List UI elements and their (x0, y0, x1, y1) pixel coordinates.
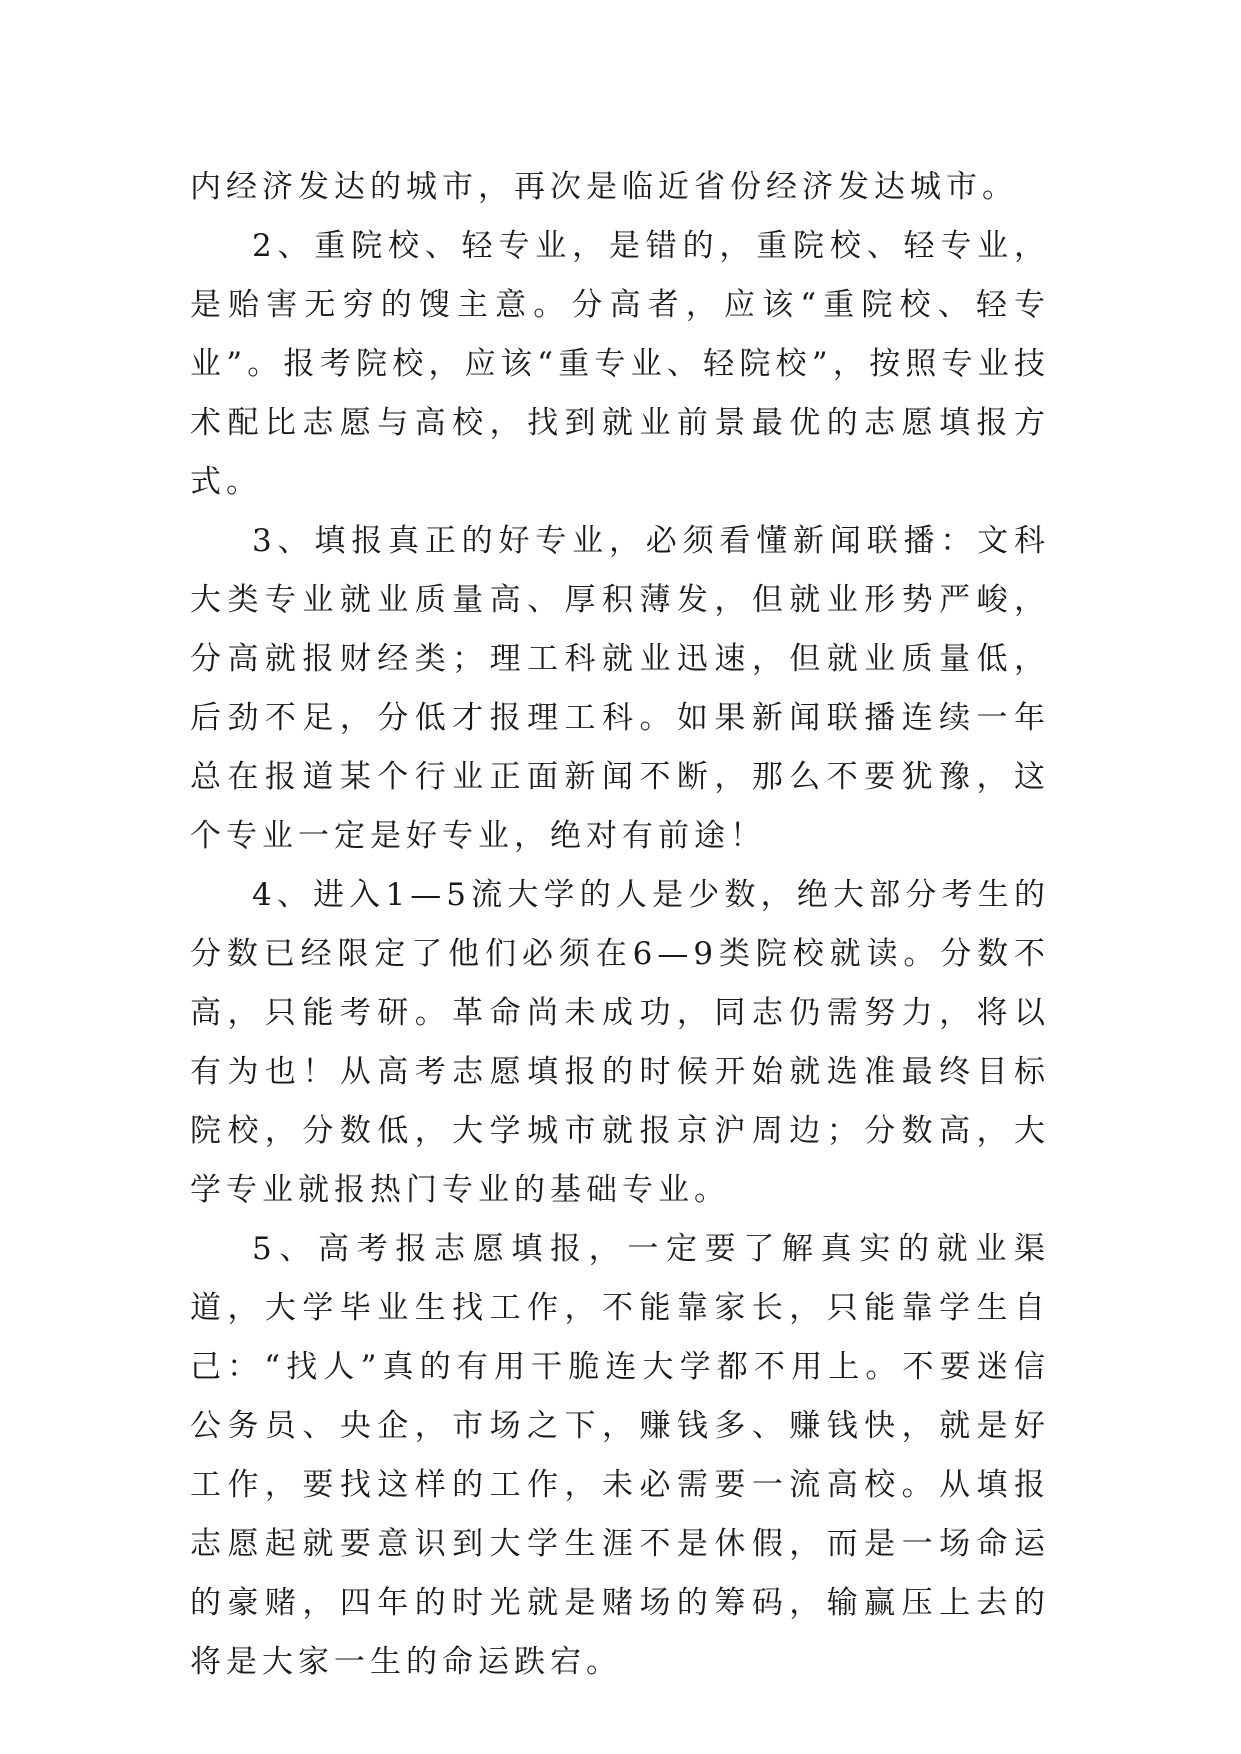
body-text (190, 158, 1050, 1692)
paragraph-item-2: 2、重院校、轻专业，是错的，重院校、轻专业，是贻害无穷的馊主意。分高者，应该“重院校、轻专业”。报考院校，应该“重专业、轻院校”，按照专业技术配比志愿与高校，找到就业前景最优的志愿填报方式。 (190, 228, 1050, 500)
paragraph-item-4: 4、进入1—5流大学的人是少数，绝大部分考生的分数已经限定了他们必须在6—9类院校就读。分数不高，只能考研。革命尚未成功，同志仍需努力，将以有为也！从高考志愿填报的时候开始就选准最终目标院校，分数低，大学城市就报京沪周边；分数高，大学专业就报热门专业的基础专业。 (190, 877, 1050, 1208)
paragraph-item-3: 3、填报真正的好专业，必须看懂新闻联播：文科大类专业就业质量高、厚积薄发，但就业形势严峻，分高就报财经类；理工科就业迅速，但就业质量低，后劲不足，分低才报理工科。如果新闻联播连续一年总在报道某个行业正面新闻不断，那么不要犹豫，这个专业一定是好专业，绝对有前途！ (190, 523, 1050, 854)
paragraph-continuation: 内经济发达的城市，再次是临近省份经济发达城市。 (190, 169, 1018, 205)
paragraph-item-5: 5、高考报志愿填报，一定要了解真实的就业渠道，大学毕业生找工作，不能靠家长，只能靠学生自己：“找人”真的有用干脆连大学都不用上。不要迷信公务员、央企，市场之下，赚钱多、赚钱快，就是好工作，要找这样的工作，未必需要一流高校。从填报志愿起就要意识到大学生涯不是休假，而是一场命运的豪赌，四年的时光就是赌场的筹码，输赢压上去的将是大家一生的命运跌宕。 (190, 1231, 1050, 1680)
